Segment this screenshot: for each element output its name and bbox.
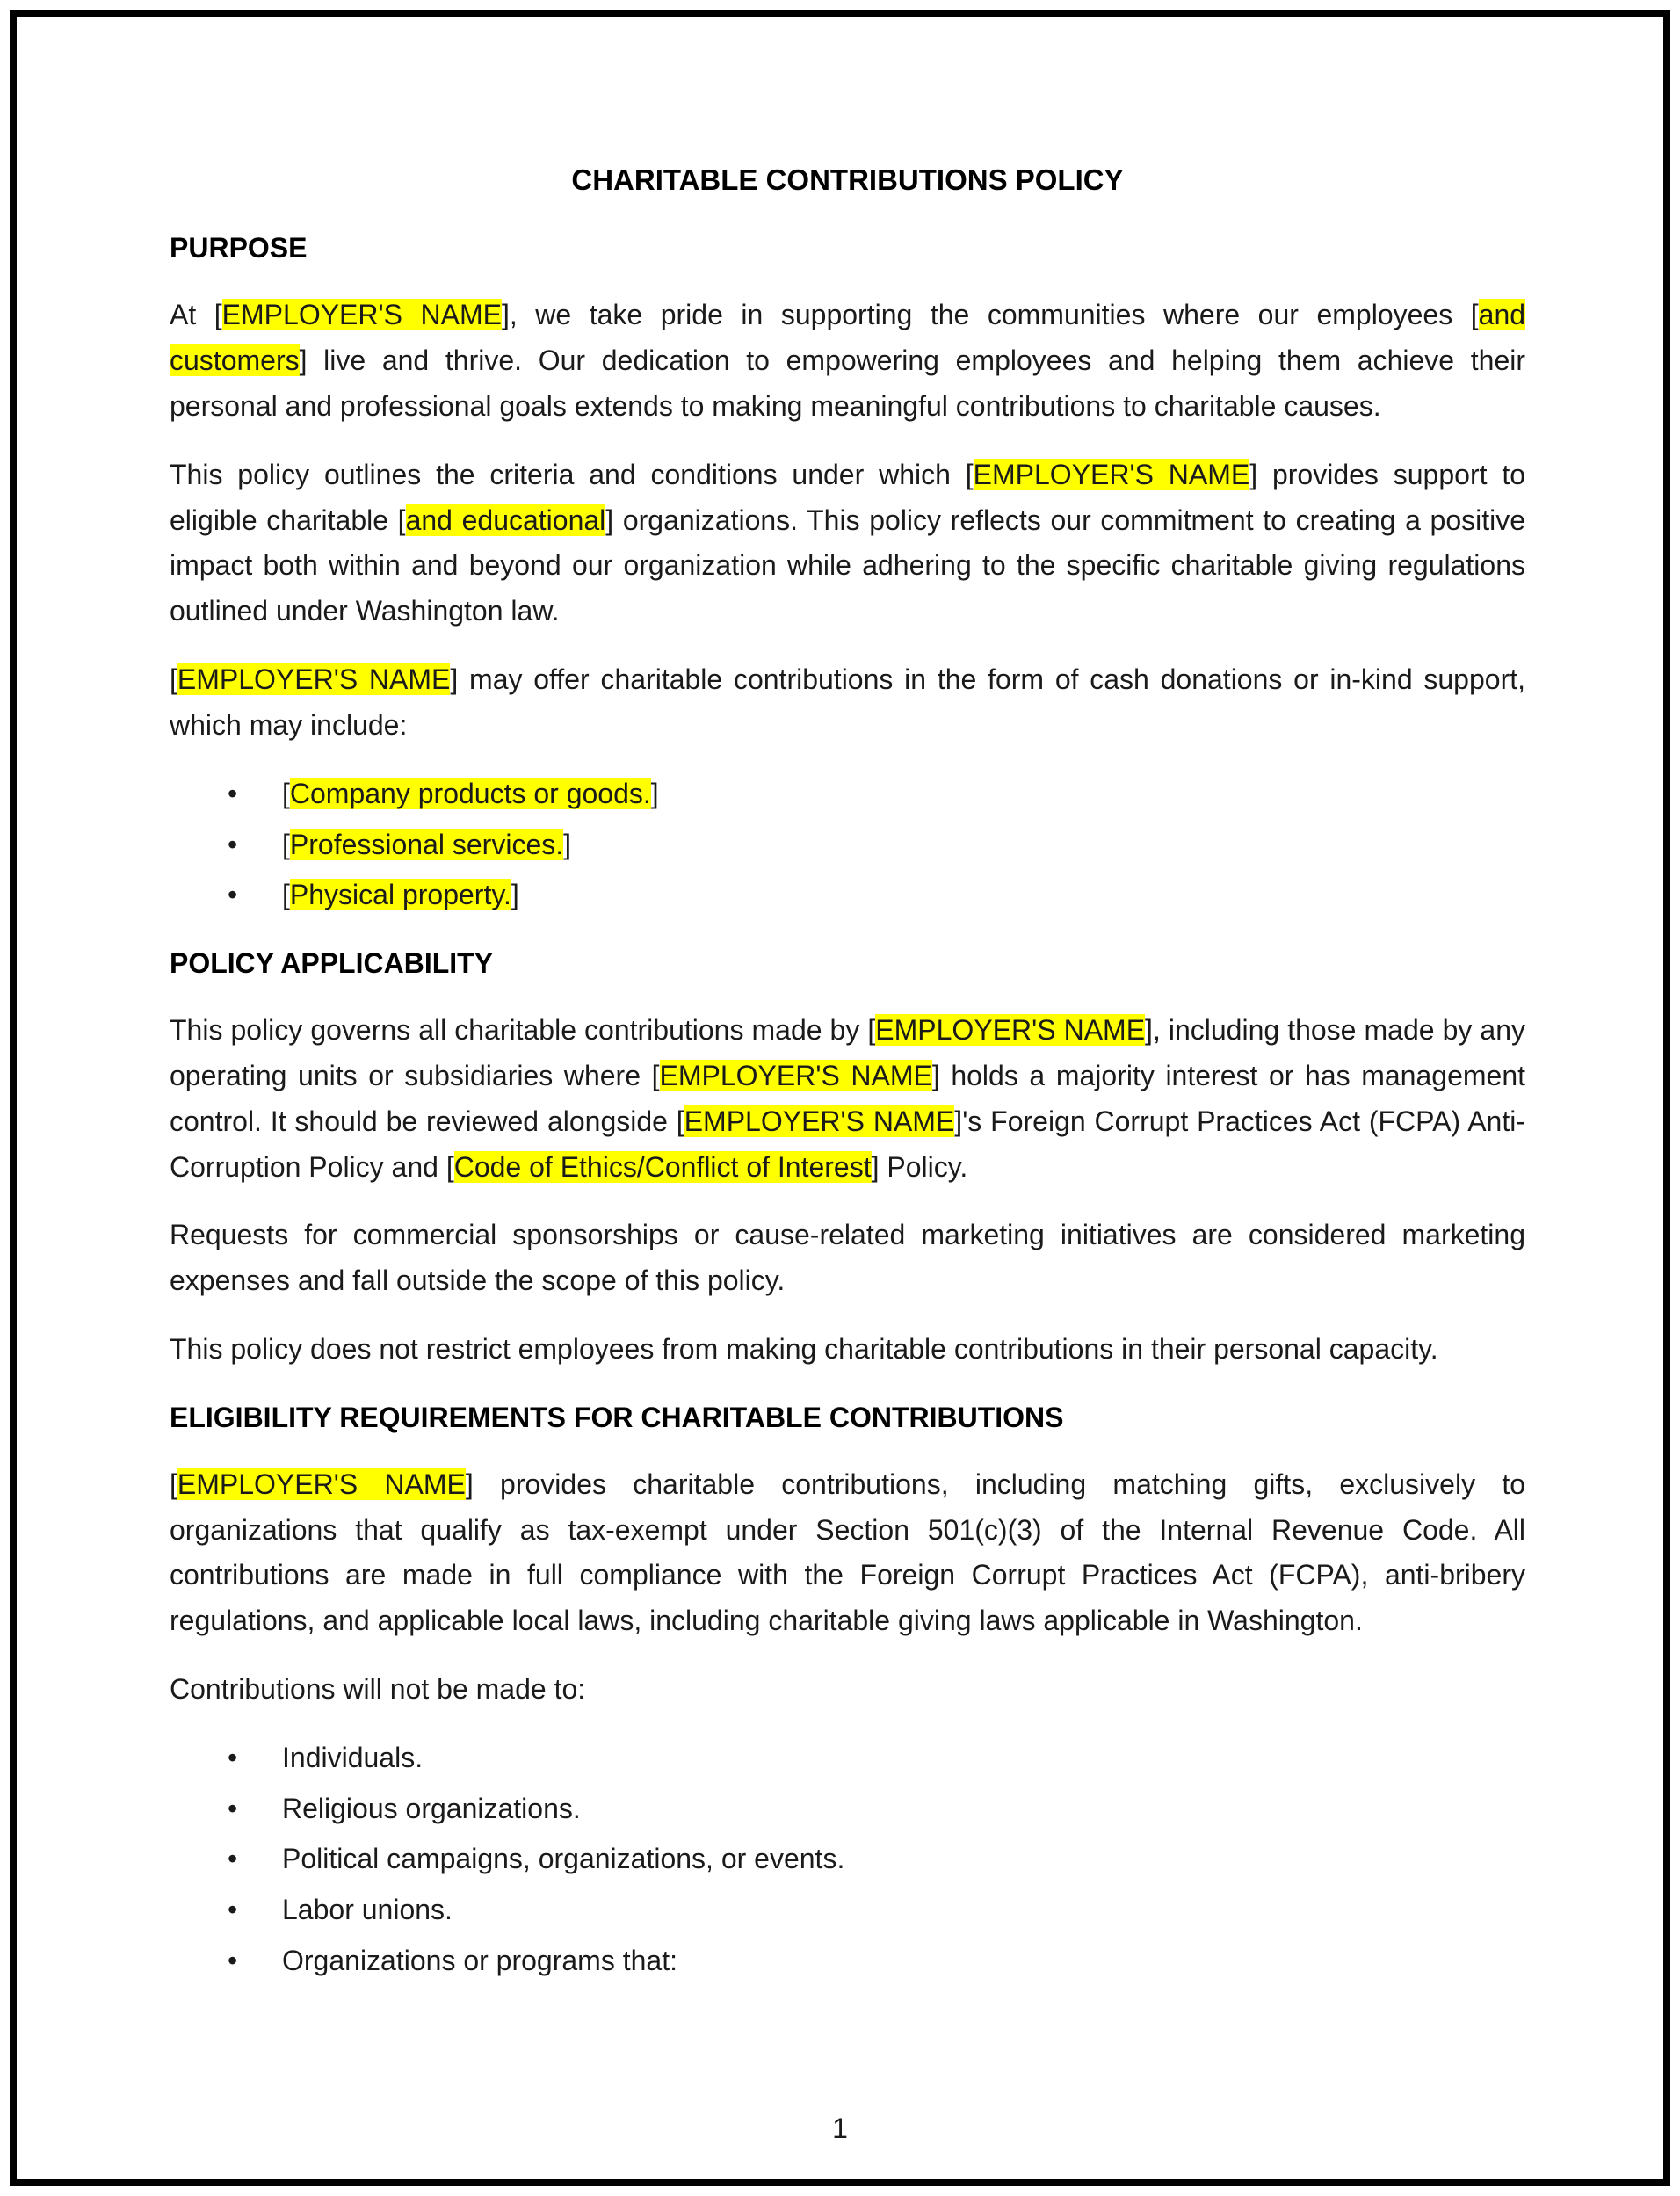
- text-run: [: [282, 879, 290, 911]
- text-run: ]'s Foreign Corrupt Practices Act (FCPA) Anti-Corruption Policy and [: [170, 1105, 1526, 1183]
- bullet-list: [170, 1736, 1525, 1984]
- text-run: Political campaigns, organizations, or events.: [282, 1843, 845, 1875]
- text-run: [: [170, 663, 177, 696]
- text-run: This policy outlines the criteria and conditions under which [: [170, 458, 974, 490]
- text-run: [: [282, 828, 290, 860]
- highlighted-placeholder: Physical property.: [289, 879, 511, 911]
- bullet-item: [228, 1736, 1525, 1781]
- paragraph: [170, 293, 1525, 429]
- text-run: Individuals.: [282, 1741, 424, 1773]
- bullet-item: [228, 1939, 1525, 1984]
- text-run: Requests for commercial sponsorships or cause-related marketing initiatives are considered marketing expenses and fall outside the scope of this policy.: [170, 1219, 1525, 1297]
- page-number: 1: [832, 2113, 848, 2144]
- text-run: ]: [650, 777, 659, 809]
- text-run: [: [282, 777, 290, 809]
- paragraph: [170, 657, 1525, 749]
- highlighted-placeholder: EMPLOYER'S NAME: [177, 663, 451, 696]
- bullet-item: [228, 772, 1525, 817]
- text-run: ]: [563, 828, 572, 860]
- paragraph: [170, 1008, 1525, 1190]
- bullet-item: [228, 1888, 1525, 1933]
- text-run: ], we take pride in supporting the communities where our employees [: [501, 299, 1479, 331]
- text-run: ] provides support to eligible charitable [: [170, 458, 1526, 536]
- paragraph: [170, 453, 1525, 634]
- bullet-item: [228, 1787, 1525, 1832]
- highlighted-placeholder: Professional services.: [289, 828, 564, 860]
- highlighted-placeholder: and customers: [170, 299, 1526, 377]
- text-run: ] Policy.: [871, 1150, 968, 1183]
- bullet-list: [170, 772, 1525, 918]
- highlighted-placeholder: EMPLOYER'S NAME: [973, 458, 1250, 490]
- highlighted-placeholder: Company products or goods.: [289, 777, 651, 809]
- text-run: [: [170, 1468, 177, 1500]
- paragraph: [170, 1327, 1525, 1373]
- bullet-item: [228, 1837, 1525, 1882]
- section-heading: ELIGIBILITY REQUIREMENTS FOR CHARITABLE CONTRIBUTIONS: [170, 1401, 1064, 1433]
- highlighted-placeholder: EMPLOYER'S NAME: [177, 1468, 466, 1500]
- text-run: At [: [170, 299, 222, 331]
- highlighted-placeholder: and educational: [405, 504, 606, 536]
- text-run: ] organizations. This policy reflects our commitment to creating a positive impact both within and beyond our organization while adhering to the specific charitable giving regulations outlined under Washington law.: [170, 504, 1526, 627]
- paragraph: [170, 1462, 1525, 1644]
- text-run: Religious organizations.: [282, 1792, 581, 1824]
- text-run: This policy does not restrict employees from making charitable contributions in their personal capacity.: [170, 1333, 1438, 1366]
- section-heading: POLICY APPLICABILITY: [170, 947, 494, 980]
- text-run: Labor unions.: [282, 1894, 453, 1926]
- highlighted-placeholder: EMPLOYER'S NAME: [659, 1059, 932, 1091]
- section-heading: PURPOSE: [170, 232, 308, 265]
- highlighted-placeholder: EMPLOYER'S NAME: [221, 299, 502, 331]
- bullet-item: [228, 873, 1525, 918]
- document-content: [170, 156, 1525, 2007]
- text-run: ] may offer charitable contributions in the form of cash donations or in-kind support, which may include:: [170, 663, 1526, 741]
- text-run: ]: [511, 879, 519, 911]
- text-run: Contributions will not be made to:: [170, 1672, 586, 1705]
- paragraph: [170, 1667, 1525, 1713]
- text-run: ] provides charitable contributions, including matching gifts, exclusively to organizations that qualify as tax-exempt under Section 501(c)(3) of the Internal Revenue Code. All contributions are made in full compliance with the Foreign Corrupt Practices Act (FCPA), anti-bribery regulations, and applicable local laws, including charitable giving laws applicable in Washington.: [170, 1468, 1526, 1637]
- highlighted-placeholder: EMPLOYER'S NAME: [875, 1014, 1146, 1047]
- document-title: CHARITABLE CONTRIBUTIONS POLICY: [571, 163, 1124, 196]
- highlighted-placeholder: Code of Ethics/Conflict of Interest: [453, 1150, 872, 1183]
- text-run: This policy governs all charitable contributions made by [: [170, 1014, 876, 1047]
- bullet-item: [228, 823, 1525, 868]
- text-run: ] live and thrive. Our dedication to empowering employees and helping them achieve their personal and professional goals extends to making meaningful contributions to charitable causes.: [170, 344, 1525, 422]
- text-run: ], including those made by any operating units or subsidiaries where [: [170, 1014, 1526, 1091]
- highlighted-placeholder: EMPLOYER'S NAME: [684, 1105, 955, 1137]
- text-run: ] holds a majority interest or has management control. It should be reviewed alongside [: [170, 1059, 1526, 1137]
- text-run: Organizations or programs that:: [282, 1945, 677, 1977]
- paragraph: [170, 1213, 1525, 1304]
